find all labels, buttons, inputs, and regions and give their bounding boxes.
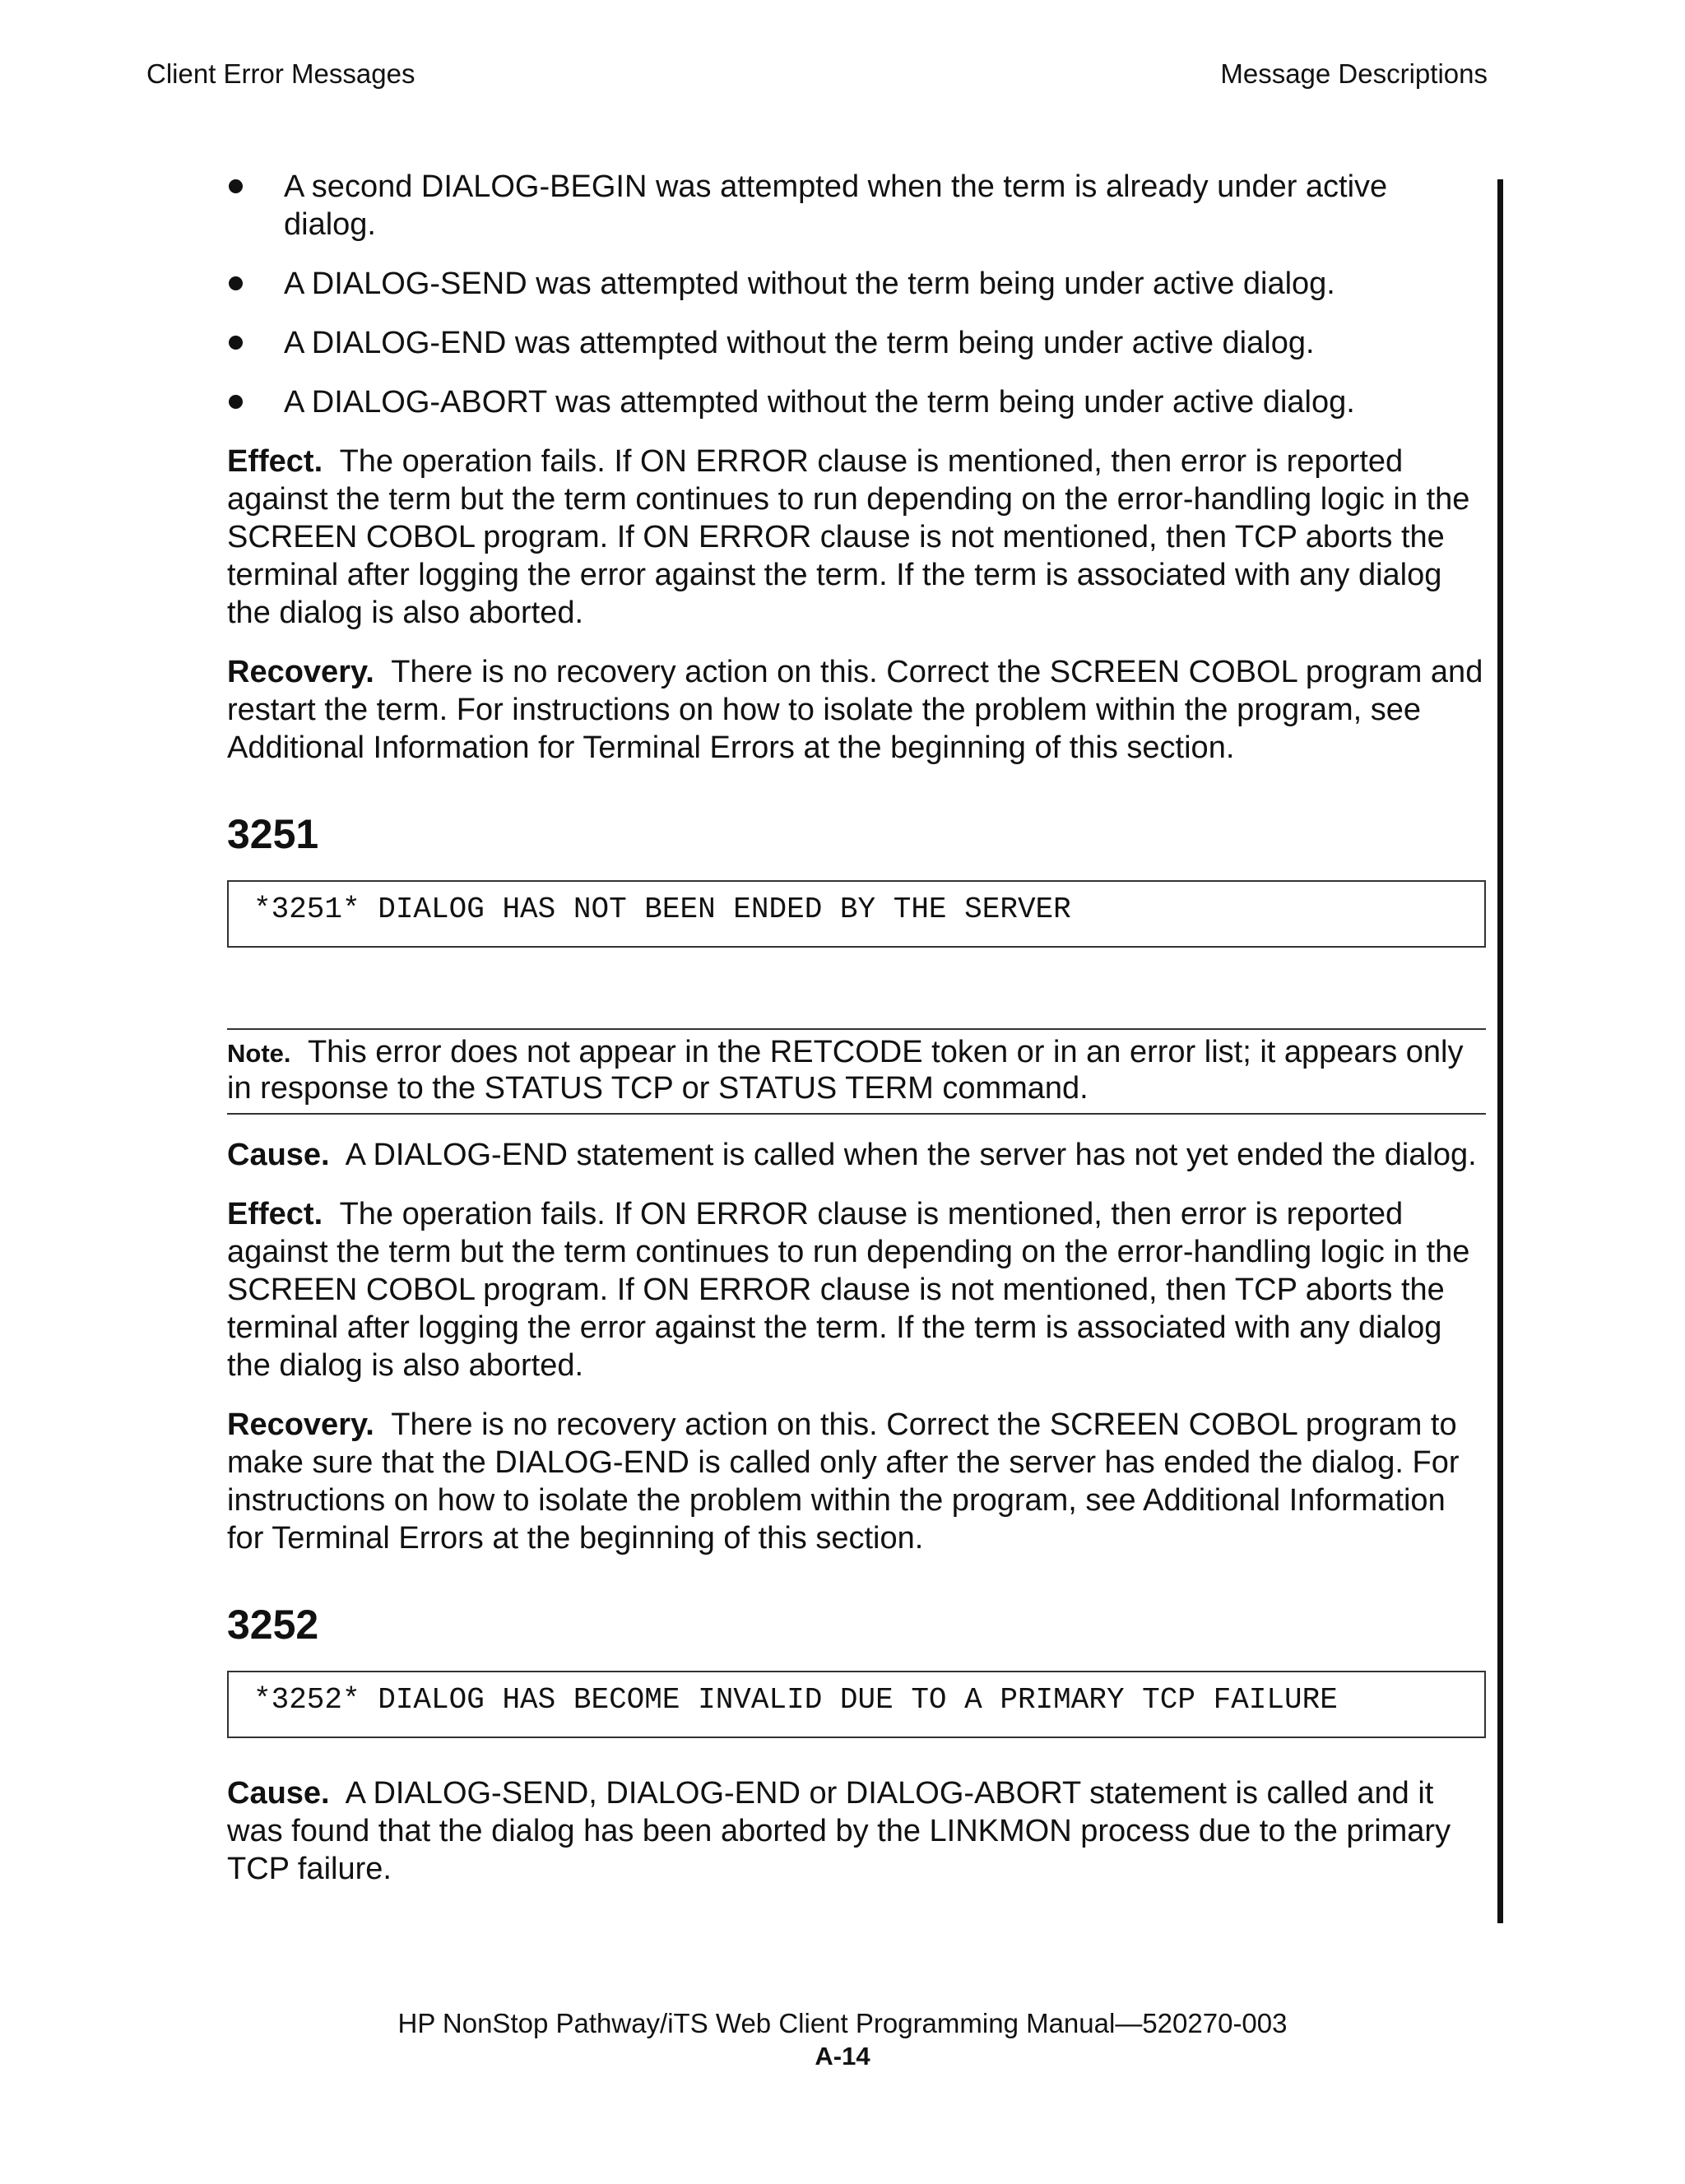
note-label: Note. xyxy=(227,1039,291,1068)
cause-label: Cause. xyxy=(227,1138,330,1172)
message-heading-3252: 3252 xyxy=(227,1602,319,1648)
cause-text: A DIALOG-END statement is called when the server has not yet ended the dialog. xyxy=(345,1138,1477,1172)
bullet-dot-icon xyxy=(229,395,243,409)
message-box-3251: *3251* DIALOG HAS NOT BEEN ENDED BY THE SERVER xyxy=(227,880,1486,948)
cause-paragraph xyxy=(227,1136,1486,1174)
bullet-list xyxy=(227,168,1486,421)
cause-label: Cause. xyxy=(227,1776,330,1811)
bullet-item xyxy=(227,168,1486,243)
manual-title: HP NonStop Pathway/iTS Web Client Programming Manual—520270-003 xyxy=(397,2008,1288,2038)
effect-paragraph xyxy=(227,1195,1486,1384)
message-box-3252: *3252* DIALOG HAS BECOME INVALID DUE TO A PRIMARY TCP FAILURE xyxy=(227,1671,1486,1738)
note-block xyxy=(227,1028,1486,1115)
page-content xyxy=(227,168,1486,1909)
bullet-dot-icon xyxy=(229,336,243,350)
recovery-label: Recovery. xyxy=(227,655,374,689)
bullet-text: A DIALOG-ABORT was attempted without the term being under active dialog. xyxy=(284,385,1355,420)
message-heading-3251: 3251 xyxy=(227,811,319,857)
recovery-paragraph xyxy=(227,653,1486,767)
change-bar xyxy=(1497,179,1503,1923)
bullet-dot-icon xyxy=(229,276,243,290)
bullet-item xyxy=(227,265,1486,303)
running-header-right: Message Descriptions xyxy=(1220,58,1488,89)
bullet-text: A second DIALOG-BEGIN was attempted when the term is already under active dialog. xyxy=(284,169,1388,242)
bullet-item xyxy=(227,324,1486,362)
bullet-item xyxy=(227,383,1486,421)
effect-text: The operation fails. If ON ERROR clause is mentioned, then error is reported against the term but the term continues to run depending on the error-handling logic in the SCREEN COBOL program. If ON ERROR clause is not mentioned, then TCP aborts the terminal after logging the error against the term. If the term is associated with any dialog the dialog is also aborted. xyxy=(227,1197,1470,1383)
cause-paragraph xyxy=(227,1774,1486,1888)
recovery-label: Recovery. xyxy=(227,1407,374,1442)
note-text: This error does not appear in the RETCODE token or in an error list; it appears only in response to the STATUS TCP or STATUS TERM command. xyxy=(227,1035,1464,1106)
running-header-left: Client Error Messages xyxy=(146,58,415,89)
page-number: A-14 xyxy=(815,2042,870,2070)
bullet-text: A DIALOG-SEND was attempted without the term being under active dialog. xyxy=(284,267,1335,301)
effect-label: Effect. xyxy=(227,444,323,479)
effect-paragraph xyxy=(227,443,1486,632)
effect-label: Effect. xyxy=(227,1197,323,1231)
recovery-paragraph xyxy=(227,1406,1486,1557)
effect-text: The operation fails. If ON ERROR clause is mentioned, then error is reported against the term but the term continues to run depending on the error-handling logic in the SCREEN COBOL program. If ON ERROR clause is not mentioned, then TCP aborts the terminal after logging the error against the term. If the term is associated with any dialog the dialog is also aborted. xyxy=(227,444,1470,630)
recovery-text: There is no recovery action on this. Correct the SCREEN COBOL program and restart the term. For instructions on how to isolate the problem within the program, see Additional Information for Terminal Errors at the beginning of this section. xyxy=(227,655,1483,765)
bullet-dot-icon xyxy=(229,179,243,193)
recovery-text: There is no recovery action on this. Correct the SCREEN COBOL program to make sure that the DIALOG-END is called only after the server has ended the dialog. For instructions on how to isolate the problem within the program, see Additional Information for Terminal Errors at the beginning of this section. xyxy=(227,1407,1460,1556)
bullet-text: A DIALOG-END was attempted without the term being under active dialog. xyxy=(284,326,1315,360)
running-footer xyxy=(0,2007,1685,2073)
cause-text: A DIALOG-SEND, DIALOG-END or DIALOG-ABORT statement is called and it was found that the dialog has been aborted by the LINKMON process due to the primary TCP failure. xyxy=(227,1776,1451,1886)
